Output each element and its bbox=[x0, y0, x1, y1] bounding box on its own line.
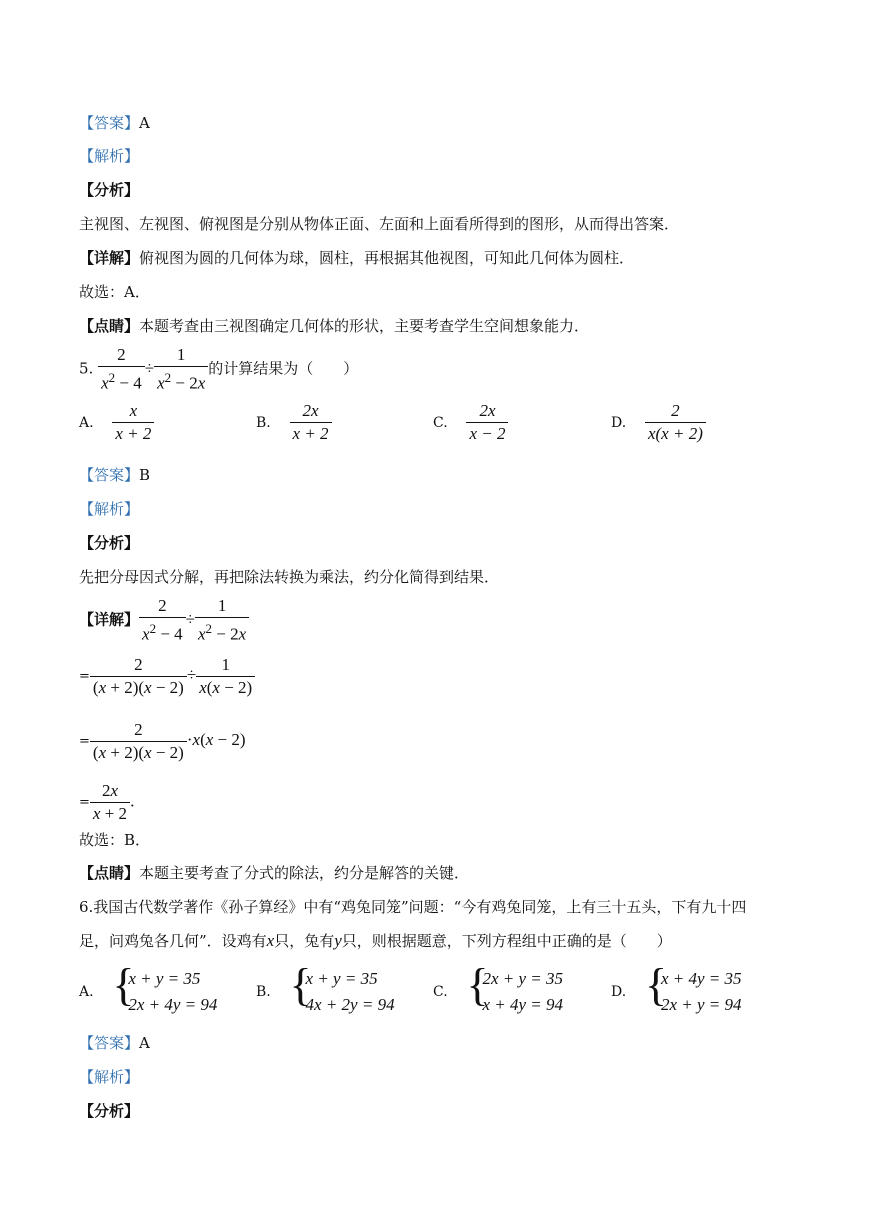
comment-tag: 【点睛】 bbox=[79, 864, 140, 882]
q5-comment-line bbox=[79, 863, 469, 883]
detail-tag: 【详解】 bbox=[79, 610, 140, 629]
q5-option-b-frac: $\frac{2x}{x + 2}$ bbox=[290, 400, 332, 445]
q5-fenxi-tag: 【分析】 bbox=[79, 534, 140, 552]
brace-icon: { bbox=[289, 959, 312, 1010]
q6-option-b[interactable]: B. { x + y = 35 4x + 2y = 94 bbox=[256, 966, 395, 1018]
q5-detail-step-1: 【详解】 $\frac{2}{x^2 - 4}$ ÷ $\frac{1}{x^2 - 2x}$ bbox=[79, 595, 249, 646]
equals-sign: = bbox=[79, 734, 90, 749]
q5-stem bbox=[79, 344, 358, 395]
analysis-tag: 【解析】 bbox=[79, 1068, 140, 1086]
q5-frac-1: $\frac{2}{x^2 - 4}$ bbox=[98, 344, 145, 395]
q6-answer-value: A bbox=[139, 1034, 150, 1052]
answer-tag: 【答案】 bbox=[79, 1034, 140, 1052]
q5-detail-step-4: = $\frac{2x}{x + 2}$ ． bbox=[79, 780, 146, 823]
q6-var-x: x bbox=[266, 931, 275, 950]
q5-option-a-frac: $\frac{x}{x + 2}$ bbox=[112, 400, 154, 445]
q5-multiply-term: ·x(x − 2) bbox=[186, 730, 246, 749]
q6-option-c[interactable]: C. { 2x + y = 35 x + 4y = 94 bbox=[433, 966, 563, 1018]
q5-fenxi-text: 先把分母因式分解，再把除法转换为乘法，约分化简得到结果． bbox=[79, 568, 500, 586]
brace-icon: { bbox=[112, 959, 135, 1010]
q4-answer-value: A bbox=[139, 114, 150, 132]
q6-option-a[interactable]: A. { x + y = 35 2x + 4y = 94 bbox=[79, 966, 217, 1018]
q4-analysis-line bbox=[79, 146, 139, 166]
q4-choose: 故选：A． bbox=[79, 283, 150, 301]
q4-detail-line bbox=[79, 248, 634, 268]
q5-comment-text: 本题主要考查了分式的除法，约分是解答的关键． bbox=[139, 864, 470, 882]
q4-answer-line bbox=[79, 113, 150, 133]
q4-comment-line bbox=[79, 316, 589, 336]
comment-tag: 【点睛】 bbox=[79, 317, 140, 335]
q4-fenxi-tag: 【分析】 bbox=[79, 181, 140, 199]
q5-option-b[interactable]: B. $\frac{2x}{x + 2}$ bbox=[256, 400, 332, 445]
q5-option-d[interactable]: D. $\frac{2}{x(x + 2)}$ bbox=[611, 400, 706, 445]
q4-comment-text: 本题考查由三视图确定几何体的形状，主要考查学生空间想象能力． bbox=[139, 317, 590, 335]
equals-sign: = bbox=[79, 669, 90, 684]
q5-option-d-frac: $\frac{2}{x(x + 2)}$ bbox=[645, 400, 706, 445]
q5-detail-step-2: = $\frac{2}{(x + 2)(x - 2)}$ ÷ $\frac{1}{x(x - 2)}$ bbox=[79, 652, 255, 700]
detail-tag: 【详解】 bbox=[79, 249, 140, 267]
brace-icon: { bbox=[644, 959, 668, 1010]
divide-sign: ÷ bbox=[186, 665, 197, 684]
q5-frac-2: $\frac{1}{x^2 - 2x}$ bbox=[154, 344, 208, 395]
equals-sign: = bbox=[79, 795, 90, 810]
q5-detail-step-3: = $\frac{2}{(x + 2)(x - 2)}$ ·x(x − 2) bbox=[79, 719, 246, 762]
q5-stem-suffix: 的计算结果为（ ） bbox=[208, 359, 359, 378]
q6-option-b-system: { x + y = 35 4x + 2y = 94 bbox=[289, 959, 395, 1014]
q6-option-d-system: { x + 4y = 35 2x + y = 94 bbox=[644, 959, 742, 1014]
q6-option-a-system: { x + y = 35 2x + 4y = 94 bbox=[112, 959, 218, 1014]
answer-tag: 【答案】 bbox=[79, 466, 140, 484]
brace-icon: { bbox=[466, 959, 489, 1010]
q6-stem-line-1: 6.我国古代数学著作《孙子算经》中有“鸡兔同笼”问题：“今有鸡兔同笼，上有三十五头，下有九十四 bbox=[79, 898, 747, 916]
q5-analysis-line bbox=[79, 499, 139, 519]
q5-choose: 故选：B． bbox=[79, 831, 151, 849]
q6-stem-line-2: 足，问鸡兔各几何”．设鸡有x只，兔有y只，则根据题意，下列方程组中正确的是（ ） bbox=[79, 931, 672, 950]
q6-analysis-line bbox=[79, 1067, 139, 1087]
q5-answer-line bbox=[79, 465, 150, 485]
divide-sign: ÷ bbox=[144, 358, 155, 378]
divide-sign: ÷ bbox=[185, 609, 195, 629]
analysis-tag: 【解析】 bbox=[79, 147, 140, 165]
q4-fenxi-text: 主视图、左视图、俯视图是分别从物体正面、左面和上面看所得到的图形，从而得出答案． bbox=[79, 215, 680, 233]
q6-answer-line bbox=[79, 1033, 150, 1053]
q5-option-c-frac: $\frac{2x}{x - 2}$ bbox=[466, 400, 508, 445]
q6-fenxi-tag: 【分析】 bbox=[79, 1102, 140, 1120]
q5-answer-value: B bbox=[139, 466, 151, 484]
q4-detail-text: 俯视图为圆的几何体为球，圆柱，再根据其他视图，可知此几何体为圆柱． bbox=[139, 249, 635, 267]
analysis-tag: 【解析】 bbox=[79, 500, 140, 518]
answer-tag: 【答案】 bbox=[79, 114, 140, 132]
q5-number: 5. bbox=[79, 359, 94, 378]
q6-option-c-system: { 2x + y = 35 x + 4y = 94 bbox=[466, 959, 563, 1014]
q6-var-y: y bbox=[334, 931, 342, 950]
q5-option-a[interactable]: A. $\frac{x}{x + 2}$ bbox=[79, 400, 154, 445]
q5-option-c[interactable]: C. $\frac{2x}{x - 2}$ bbox=[433, 400, 508, 445]
q6-option-d[interactable]: D. { x + 4y = 35 2x + y = 94 bbox=[611, 966, 742, 1018]
